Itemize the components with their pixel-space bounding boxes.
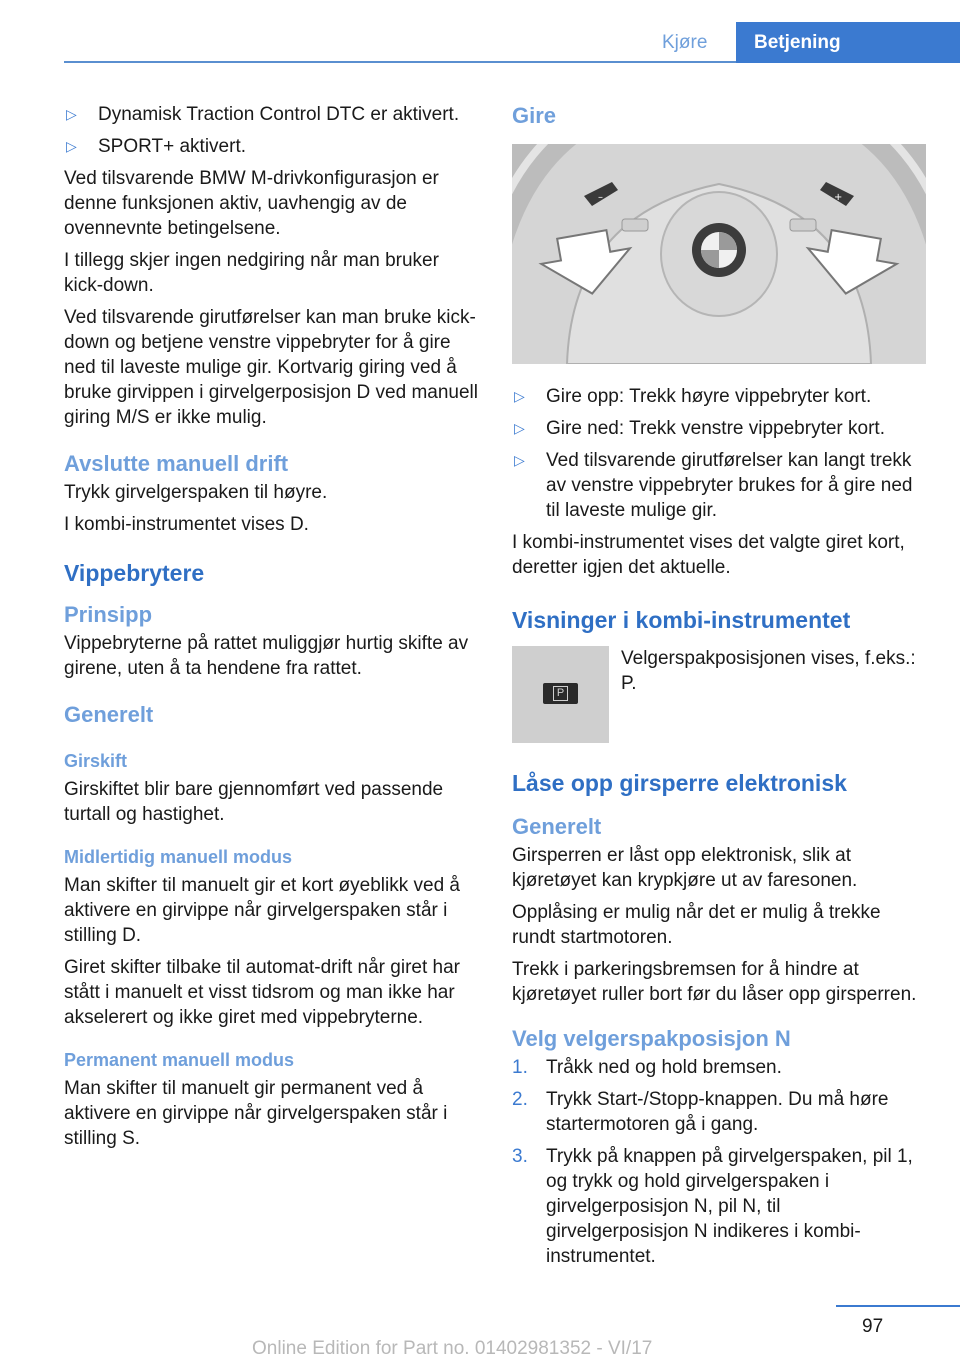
list-item: ▷ Gire ned: Trekk venstre vippebryter kort.: [514, 418, 885, 439]
step-item: 3. Trykk på knappen på girvelgerspaken, pil 1, og trykk og hold girvelgerspaken i girvelgerposisjon N, pil N, til girvelgerposisjon N indikeres i kombi-instrumentet.: [512, 1146, 913, 1267]
section-heading: Generelt: [512, 814, 602, 839]
list-item: ▷ SPORT+ aktivert.: [66, 136, 247, 157]
left-column: [64, 102, 478, 1158]
paragraph: Girsperren er låst opp elektronisk, slik at kjøretøyet kan krypkjøre ut av faresonen.: [512, 845, 858, 891]
chapter-heading: Visninger i kombi-instrumentet: [512, 607, 851, 633]
subsection-heading: Permanent manuell modus: [64, 1050, 295, 1070]
triangle-bullet-icon: ▷: [514, 452, 525, 468]
triangle-bullet-icon: ▷: [514, 420, 525, 436]
triangle-bullet-icon: ▷: [66, 138, 77, 154]
svg-text:–: –: [598, 192, 603, 203]
display-screen: [543, 683, 578, 704]
paragraph: Man skifter til manuelt gir permanent ved å aktivere en girvippe når girvelgerspaken står i stilling S.: [64, 1078, 448, 1149]
subsection-heading: Midlertidig manuell modus: [64, 847, 293, 867]
paragraph: I kombi-instrumentet vises D.: [64, 514, 309, 535]
paragraph: I tillegg skjer ingen nedgiring når man bruker kick-down.: [64, 250, 439, 296]
right-column: [512, 102, 926, 1276]
paragraph: I kombi-instrumentet vises det valgte giret kort, deretter igjen det aktuelle.: [512, 532, 905, 578]
paragraph: Trykk girvelgerspaken til høyre.: [64, 482, 328, 503]
list-item: ▷ Ved tilsvarende girutførelser kan langt trekk av venstre vippebryter brukes for å gire ned til laveste mulige gir.: [514, 450, 913, 521]
tab-kjore[interactable]: Kjøre: [662, 32, 708, 53]
list-item: ▷ Gire opp: Trekk høyre vippebryter kort.: [514, 386, 872, 407]
paragraph: Giret skifter tilbake til automat-drift når giret har stått i manuelt et visst tidsrom og man ikke har akselerert og ikke giret med vippebryterne.: [64, 957, 460, 1028]
svg-text:+: +: [834, 192, 843, 203]
page-number: 97: [862, 1316, 884, 1337]
display-example: [512, 646, 926, 743]
step-item: 2. Trykk Start-/Stopp-knappen. Du må høre startermotoren gå i gang.: [512, 1089, 889, 1135]
tab-betjening[interactable]: Betjening: [736, 22, 960, 63]
gear-p-indicator: P: [553, 686, 568, 701]
triangle-bullet-icon: ▷: [66, 106, 77, 122]
paragraph: Man skifter til manuelt gir et kort øyeblikk ved å aktivere en girvippe når girvelgerspaken står i stilling D.: [64, 875, 460, 946]
chapter-heading: Låse opp girsperre elektronisk: [512, 770, 847, 796]
section-heading: Generelt: [64, 702, 154, 727]
paragraph: Velgerspakposisjonen vises, f.eks.: P.: [621, 648, 916, 694]
chapter-heading: Vippebrytere: [64, 560, 205, 586]
section-heading: Gire: [512, 103, 557, 128]
triangle-bullet-icon: ▷: [514, 388, 525, 404]
section-heading: Prinsipp: [64, 602, 153, 627]
paragraph: Vippebryterne på rattet muliggjør hurtig skifte av girene, uten å ta hendene fra rattet.: [64, 633, 469, 679]
paragraph: Ved tilsvarende BMW M-drivkonfigurasjon er denne funksjonen aktiv, uavhengig av de ovennevnte betingelsene.: [64, 168, 439, 239]
steering-wheel-image: [512, 144, 926, 364]
paragraph: Girskiftet blir bare gjennomført ved passende turtall og hastighet.: [64, 779, 444, 825]
steering-wheel-illustration: [512, 144, 926, 364]
section-heading: Velg velgerspakposisjon N: [512, 1026, 791, 1051]
edition-footer: Online Edition for Part no. 01402981352 - VI/17: [252, 1338, 653, 1359]
paragraph: Opplåsing er mulig når det er mulig å trekke rundt startmotoren.: [512, 902, 881, 948]
paragraph: Trekk i parkeringsbremsen for å hindre at kjøretøyet ruller bort før du låser opp girsperren.: [512, 959, 917, 1005]
footer-rule: [836, 1305, 960, 1307]
section-heading: Avslutte manuell drift: [64, 451, 289, 476]
step-item: 1. Tråkk ned og hold bremsen.: [512, 1057, 782, 1078]
subsection-heading: Girskift: [64, 751, 128, 771]
instrument-display-image: [512, 646, 609, 743]
list-item: ▷ Dynamisk Traction Control DTC er aktivert.: [66, 104, 460, 125]
paragraph: Ved tilsvarende girutførelser kan man bruke kick-down og betjene venstre vippebryter for å gire ned til laveste mulige gir. Kortvarig giring ved å bruke girvippen i girvelgerposisjon D ved manuell giring M/S er ikke mulig.: [64, 307, 478, 428]
